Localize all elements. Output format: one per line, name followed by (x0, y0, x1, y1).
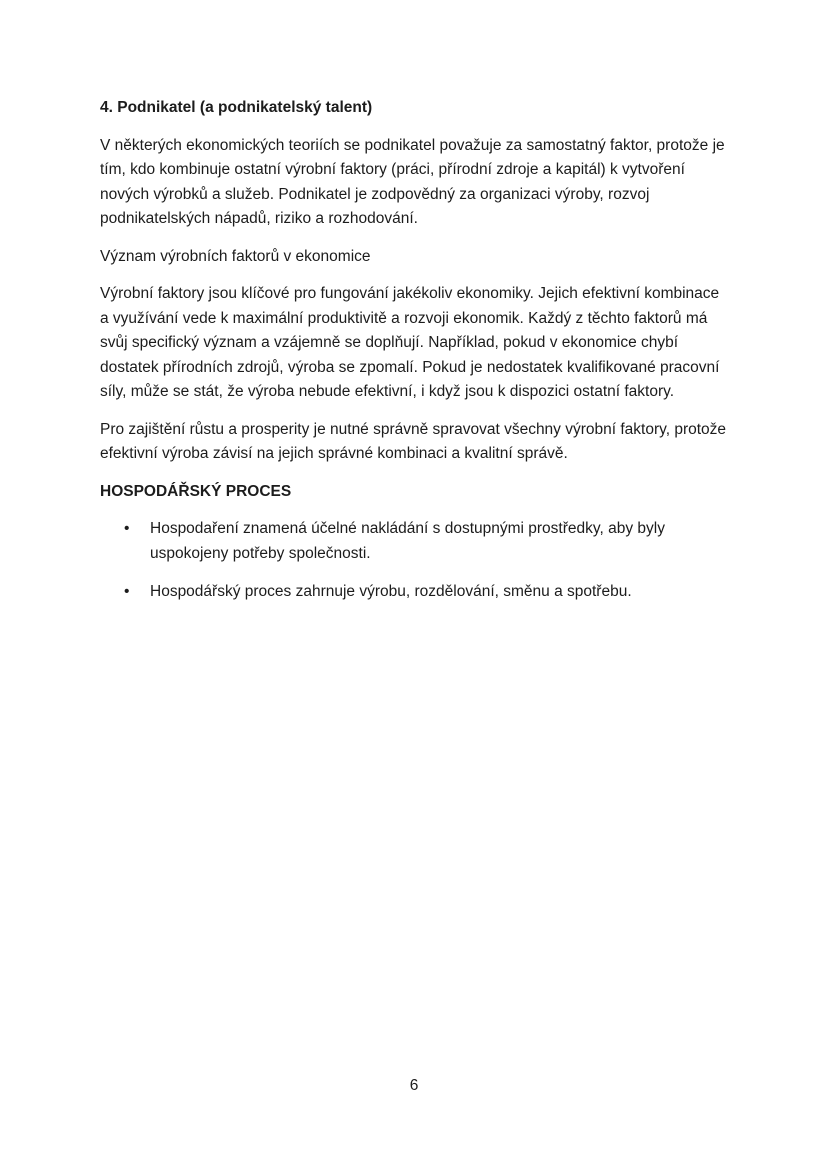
bullet-icon: • (124, 583, 130, 600)
list-item-text: Hospodářský proces zahrnuje výrobu, rozdělování, směnu a spotřebu. (150, 583, 632, 600)
list-item (124, 580, 728, 605)
paragraph-vyrobni-faktory: Výrobní faktory jsou klíčové pro fungování jakékoliv ekonomiky. Jejich efektivní kombinace a využívání vede k maximální produktivitě a rozvoji ekonomik. Každý z těchto faktorů má svůj specifický význam a vzájemně se doplňují. Například, pokud v ekonomice chybí dostatek přírodních zdrojů, výroba se zpomalí. Pokud je nedostatek kvalifikované pracovní síly, může se stát, že výroba nebude efektivní, i když jsou k dispozici ostatní faktory. (100, 285, 720, 400)
heading-hospodarsky-proces: HOSPODÁŘSKÝ PROCES (100, 482, 292, 500)
list-item-text: Hospodaření znamená účelné nakládání s dostupnými prostředky, aby byly uspokojeny potřeby společnosti. (150, 520, 665, 562)
bullet-icon: • (124, 520, 130, 537)
subheading-vyznam-vyrobnich-faktoru: Význam výrobních faktorů v ekonomice (100, 247, 371, 265)
paragraph-zajisteni-rustu: Pro zajištění růstu a prosperity je nutné správně spravovat všechny výrobní faktory, protože efektivní výroba závisí na jejich správné kombinaci a kvalitní správě. (100, 420, 727, 462)
paragraph-podnikatel: V některých ekonomických teoriích se podnikatel považuje za samostatný faktor, protože je tím, kdo kombinuje ostatní výrobní faktory (práci, přírodní zdroje a kapitál) k vytvoření nových výrobků a služeb. Podnikatel je zodpovědný za organizaci výroby, rozvoj podnikatelských nápadů, riziko a rozhodování. (100, 136, 725, 227)
bullet-list (100, 517, 728, 605)
page-number: 6 (409, 1077, 419, 1094)
heading-podnikatel: 4. Podnikatel (a podnikatelský talent) (100, 99, 373, 116)
list-item (124, 517, 728, 566)
